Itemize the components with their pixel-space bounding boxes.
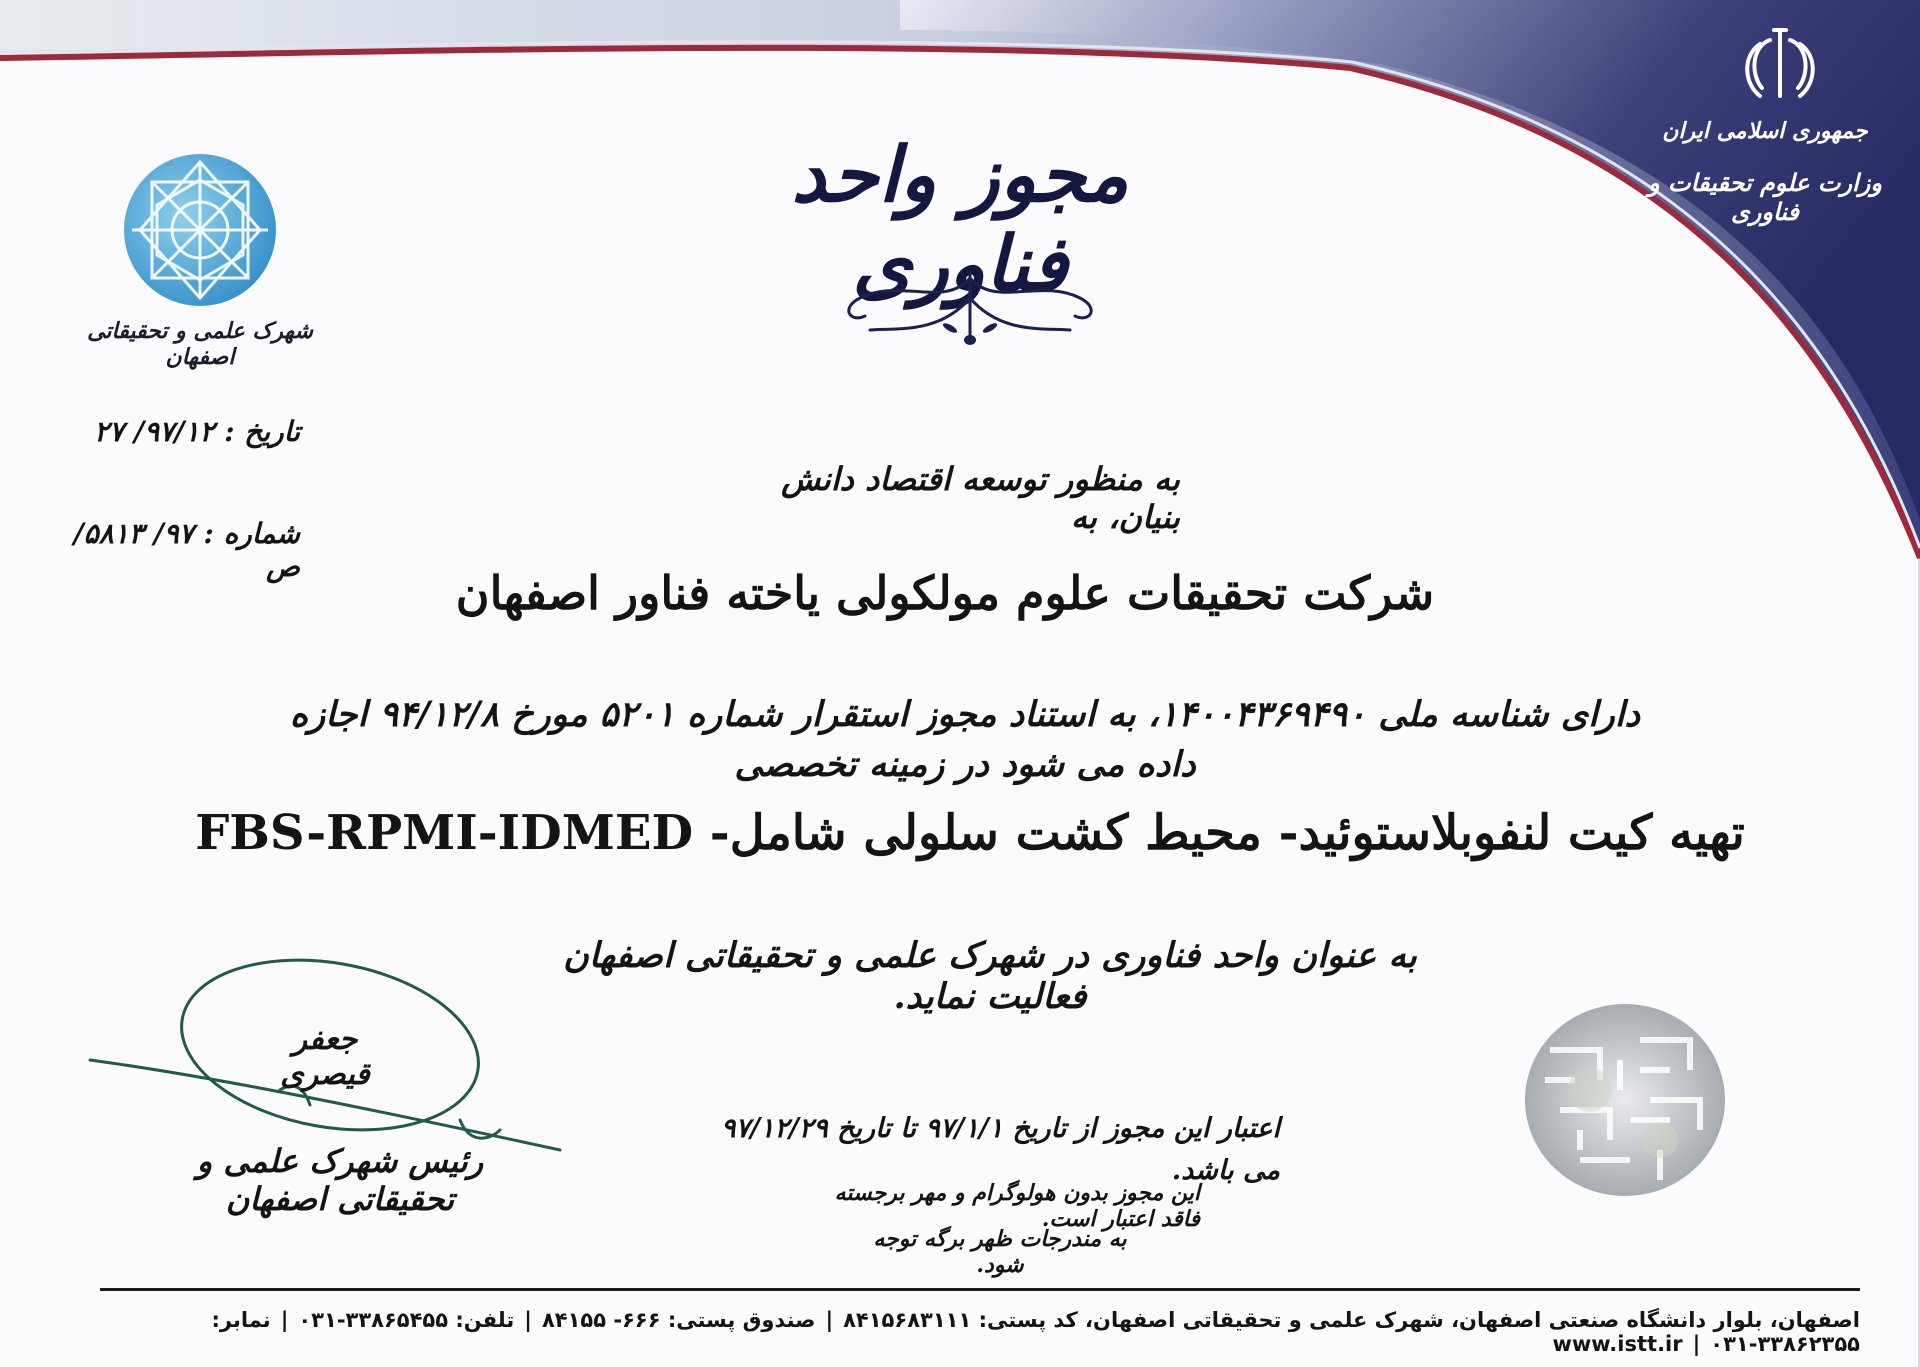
back-page-notice: به مندرجات ظهر برگه توجه شود. <box>873 1226 1127 1278</box>
number-value: ۹۷/ ۵۸۱۳/ص <box>73 517 300 583</box>
issuer-name: شهرک علمی و تحقیقاتی اصفهان <box>87 318 313 370</box>
footer-phone: تلفن: ۳۳۸۶۵۴۵۵-۰۳۱ <box>298 1308 515 1332</box>
letter-number <box>40 517 300 583</box>
ornament-divider-icon <box>820 268 1120 348</box>
footer-po-box: صندوق پستی: ۶۶۶- ۸۴۱۵۵ <box>541 1308 816 1332</box>
footer-contact: اصفهان، بلوار دانشگاه صنعتی اصفهان، شهرک علمی و تحقیقاتی اصفهان، کد پستی: ۸۴۱۵۶۸۳۱۱۱|صندوق پستی: ۶۶۶- ۸۴۱۵۵|تلفن: ۳۳۸۶۵۴۵۵-۰۳۱|نمابر: ۳۳۸۶۲۳۵۵-۰۳۱|www.istt.ir <box>211 1308 1860 1356</box>
ministry-name: وزارت علوم تحقیقات و فناوری <box>1648 168 1882 226</box>
license-paragraph: دارای شناسه ملی ۱۴۰۰۴۳۶۹۴۹۰، به استناد مجوز استقرار شماره ۵۲۰۱ مورخ ۹۴/۱۲/۸ اجازه داده می شود در زمینه تخصصی <box>289 694 1641 785</box>
date-value: ۹۷/۱۲/ ۲۷ <box>94 415 215 448</box>
signer-name: جعفر قیصری <box>280 1022 370 1092</box>
government-name: جمهوری اسلامی ایران <box>1662 118 1868 144</box>
footer-fax: نمابر: ۳۳۸۶۲۳۵۵-۰۳۱ <box>211 1308 1860 1356</box>
validity-period: اعتبار این مجوز از تاریخ ۹۷/۱/۱ تا تاریخ ۹۷/۱۲/۲۹ می باشد. <box>720 1113 1280 1186</box>
company-name: شرکت تحقیقات علوم مولکولی یاخته فناور اصفهان <box>455 566 1435 620</box>
date-label: تاریخ : <box>224 415 300 448</box>
hologram-seal-icon <box>1520 1000 1730 1200</box>
specialty-field: تهیه کیت لنفوبلاستوئید- محیط کشت سلولی شامل- FBS-RPMI-IDMED <box>195 805 1745 861</box>
iran-emblem-icon <box>1740 22 1820 104</box>
page-title: مجوز واحد فناوری <box>791 130 1129 308</box>
intro-line: به منظور توسعه اقتصاد دانش بنیان، به <box>781 460 1180 536</box>
hologram-notice: این مجوز بدون هولوگرام و مهر برجسته فاقد اعتبار است. <box>834 1180 1200 1232</box>
footer-divider <box>100 1288 1860 1291</box>
issue-date <box>40 415 300 448</box>
footer-website[interactable]: www.istt.ir <box>1552 1332 1683 1356</box>
signer-title: رئیس شهرک علمی و تحقیقاتی اصفهان <box>196 1142 484 1218</box>
science-park-geometric-logo-icon <box>120 150 280 310</box>
number-label: شماره : <box>203 517 300 550</box>
activity-line: به عنوان واحد فناوری در شهرک علمی و تحقیقاتی اصفهان فعالیت نماید. <box>563 935 1417 1017</box>
footer-address: اصفهان، بلوار دانشگاه صنعتی اصفهان، شهرک علمی و تحقیقاتی اصفهان، کد پستی: ۸۴۱۵۶۸۳۱۱۱ <box>843 1308 1860 1332</box>
